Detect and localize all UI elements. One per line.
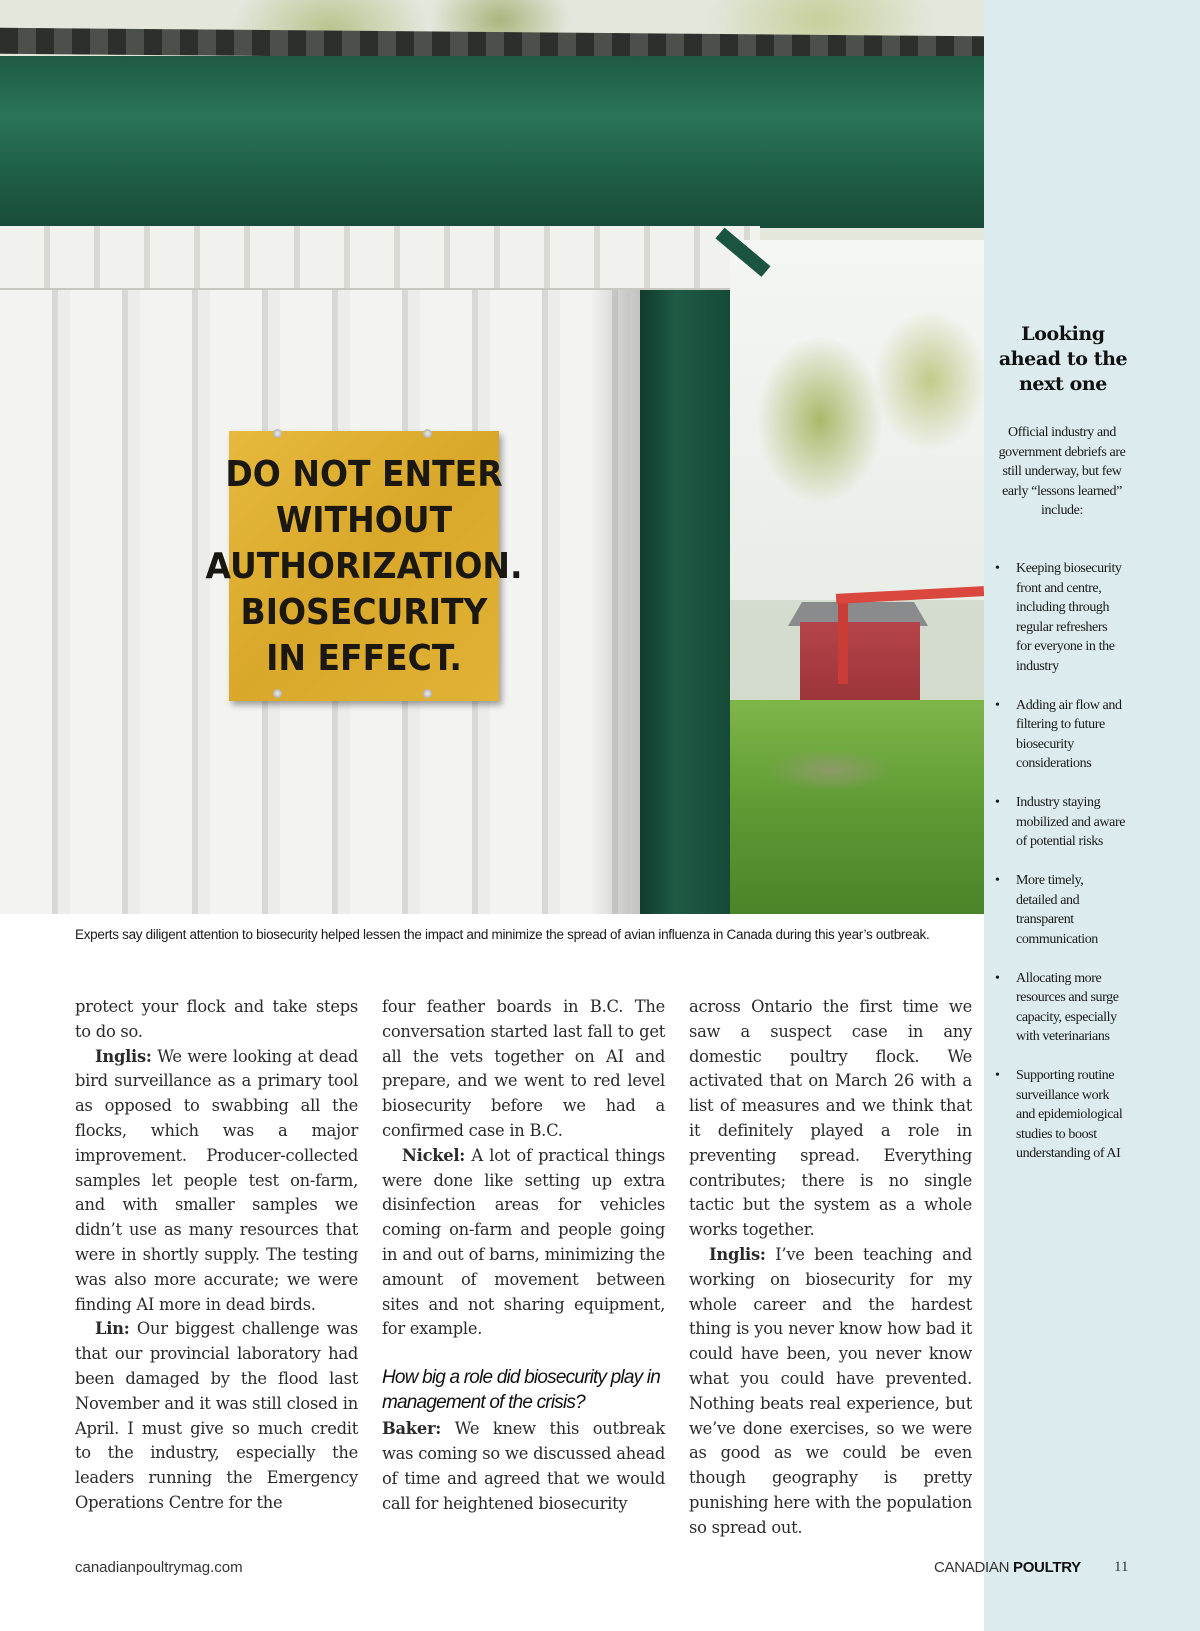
paragraph-text: A lot of practical things were done like setting up extra disinfection areas for vehicles coming on-farm and people going in and out of barns, minimizing the amount of movement between sites and not sharing equipment, for example. (382, 1145, 665, 1339)
screw-icon (423, 429, 432, 438)
page-number: 11 (1114, 1559, 1129, 1575)
list-item-text: Industry staying mobilized and aware of potential risks (1016, 795, 1126, 849)
paragraph-text: We were looking at dead bird surveillance as a primary tool as opposed to swabbing all the flocks, which was a major improvement. Producer-collected samples let people test on-farm, and with smaller samples we didn’t use as many resources that were in shortly supply. The testing was also more accurate; we were finding AI more in dead birds. (75, 1046, 358, 1314)
paragraph (382, 1417, 665, 1516)
brand-bold: POULTRY (1012, 1559, 1081, 1576)
paragraph: across Ontario the first time we saw a suspect case in any domestic poultry flock. We activated that on March 26 with a list of measures and we think that it definitely played a role in preventing spread. Everything contributes; there is no single tactic but the system as a whole works together. (689, 997, 972, 1240)
sign-line: WITHOUT (275, 498, 453, 541)
footer-magazine-name (934, 1559, 1081, 1576)
photo-caption: Experts say diligent attention to biosecurity helped lessen the impact and minimize the spread of avian influenza in Canada during this year’s outbreak. (75, 927, 930, 942)
paragraph-text: I’ve been teaching and working on biosecurity for my whole career and the hardest thing is you never know how bad it could have been, you never know what you could have prevented. Nothing beats real experience, but we’ve done exercises, so we were as good as we could be even though geography is pretty punishing here with the population so spread out. (689, 1244, 972, 1537)
paragraph (75, 1317, 358, 1515)
paragraph (75, 1045, 358, 1318)
paragraph-text: Our biggest challenge was that our provincial laboratory had been damaged by the flood last November and it was still closed in April. I must give so much credit to the industry, especially the leaders running the Emergency Operations Centre for the (75, 1319, 358, 1512)
interview-question: How big a role did biosecurity play in management of the crisis? (382, 1367, 660, 1413)
sidebar-title: Looking ahead to the next one (998, 323, 1128, 395)
paragraph-text: We knew this outbreak was coming so we discussed ahead of time and agreed that we would call for heightened biosecurity (382, 1419, 665, 1513)
list-item-text: Supporting routine surveillance work and epidemiological studies to boost understanding of AI (1016, 1068, 1123, 1161)
screw-icon (423, 689, 432, 698)
speaker-name: Inglis: (709, 1244, 766, 1264)
speaker-name: Nickel: (402, 1145, 466, 1165)
bullet-icon: • (995, 970, 1000, 986)
article-column-2 (382, 995, 665, 1516)
bullet-icon: • (995, 697, 1000, 713)
article-column-1 (75, 995, 358, 1516)
red-barn (800, 622, 920, 700)
list-item (995, 871, 1125, 949)
list-item-text: Allocating more resources and surge capacity, especially with veterinarians (1016, 970, 1119, 1044)
paragraph: four feather boards in B.C. The conversation started last fall to get all the vets together on AI and prepare, and we went to red level biosecurity before we had a confirmed case in B.C. (382, 997, 665, 1140)
list-item-text: More timely, detailed and transparent communication (1016, 873, 1098, 947)
list-item-text: Adding air flow and filtering to future biosecurity considerations (1016, 697, 1122, 771)
background-tree (730, 300, 984, 600)
list-item (995, 1066, 1125, 1164)
bullet-icon: • (995, 561, 1000, 576)
list-item (995, 696, 1125, 774)
article-column-3 (689, 995, 972, 1541)
list-item (995, 559, 1125, 676)
sign-line: IN EFFECT. (266, 636, 462, 679)
brand-light: CANADIAN (934, 1559, 1013, 1576)
bullet-icon: • (995, 1068, 1000, 1083)
speaker-name: Baker: (382, 1419, 442, 1439)
sign-line: AUTHORIZATION. (205, 544, 523, 587)
biosecurity-sign (205, 431, 523, 701)
paragraph (382, 1144, 665, 1342)
sign-line: DO NOT ENTER (225, 452, 503, 495)
auger-leg (838, 594, 848, 684)
sidebar-intro: Official industry and government debriefs are still underway, but few early “lessons learned” include: (998, 425, 1126, 518)
soffit (0, 226, 760, 292)
wall-shadow (590, 290, 640, 914)
hero-photo (0, 0, 984, 914)
speaker-name: Inglis: (95, 1046, 152, 1066)
speaker-name: Lin: (95, 1319, 130, 1339)
grass-field (730, 700, 984, 914)
footer-website: canadianpoultrymag.com (75, 1559, 243, 1576)
paragraph: protect your flock and take steps to do so. (75, 997, 358, 1041)
sidebar-list (995, 559, 1125, 1183)
list-item (995, 793, 1125, 852)
list-item-text: Keeping biosecurity front and centre, including through regular refreshers for everyone in the industry (1016, 561, 1122, 674)
green-post (640, 290, 730, 914)
green-fascia (0, 56, 984, 228)
screw-icon (273, 689, 282, 698)
paragraph (689, 1243, 972, 1541)
sign-line: BIOSECURITY (240, 590, 488, 633)
list-item (995, 969, 1125, 1047)
screw-icon (273, 429, 282, 438)
bullet-icon: • (995, 795, 1000, 810)
bullet-icon: • (995, 873, 1000, 888)
